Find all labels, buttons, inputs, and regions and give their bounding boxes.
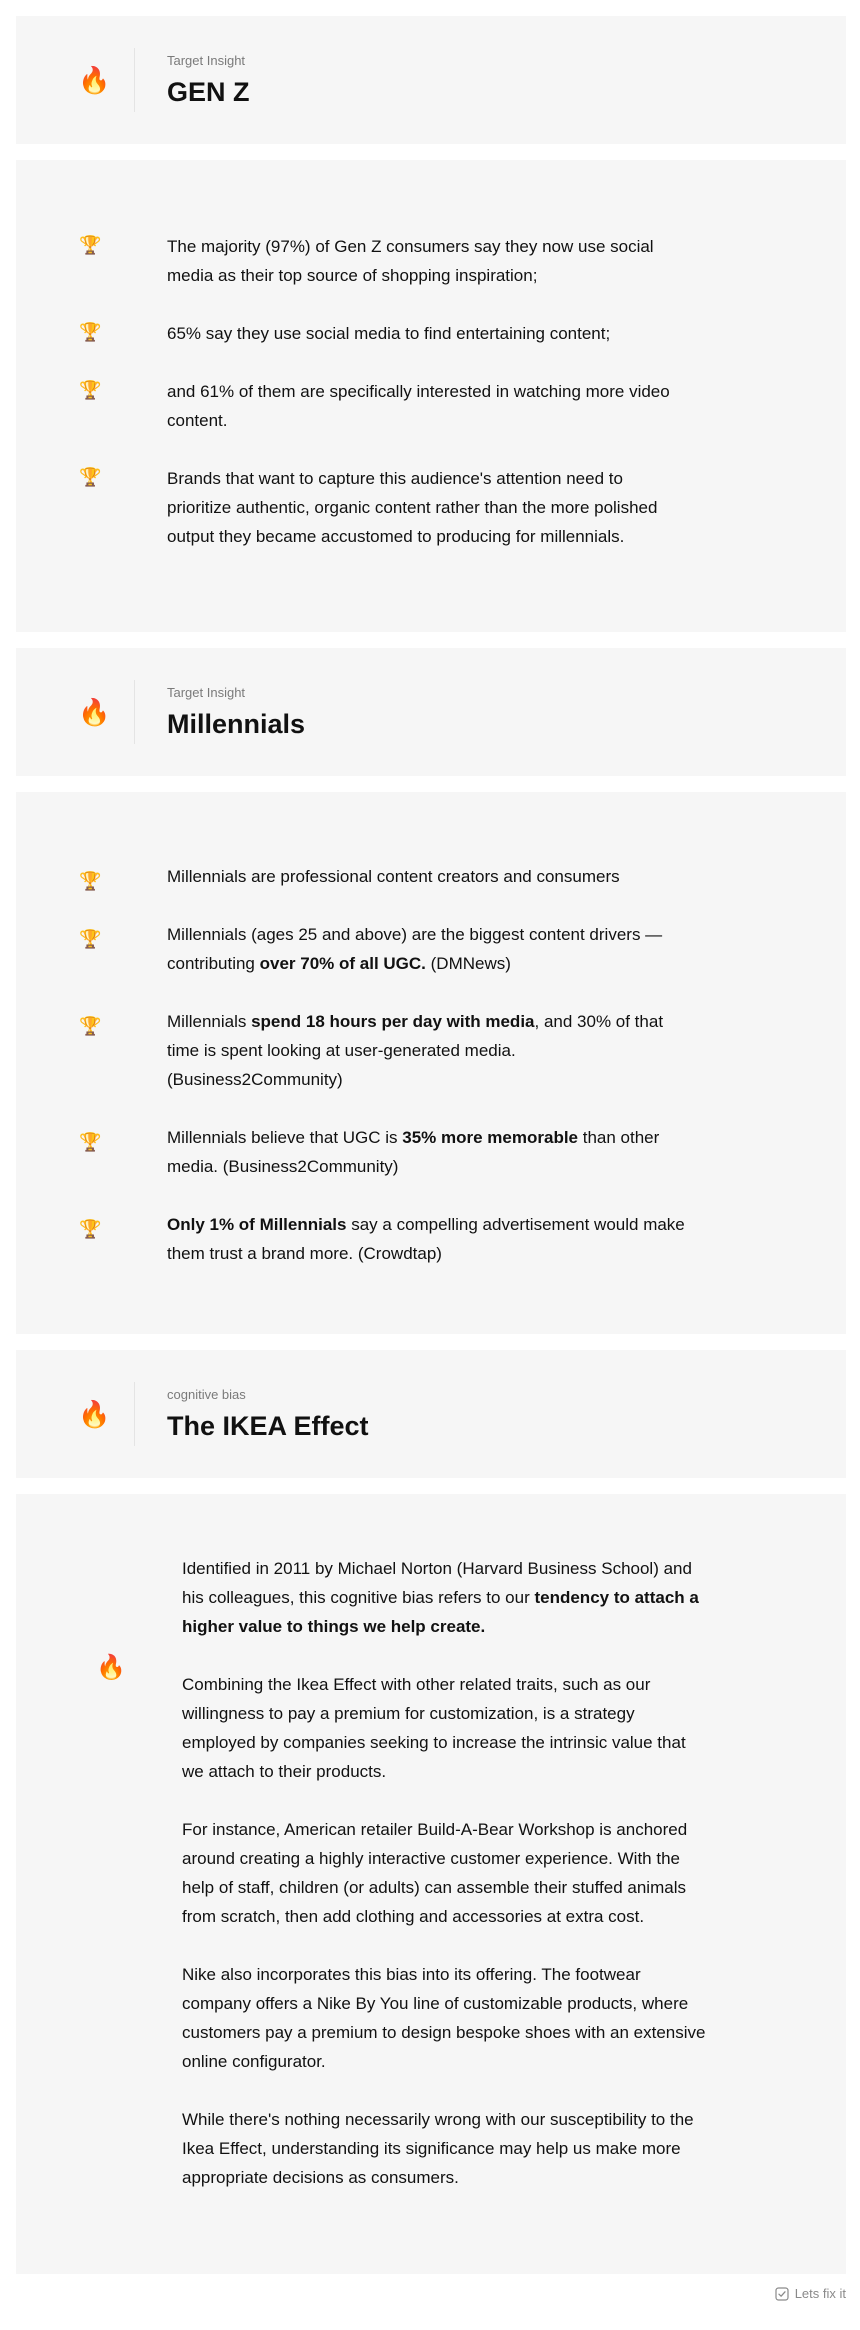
trophy-icon: 🏆 — [79, 1132, 102, 1152]
ikea-header-card — [16, 1350, 846, 1478]
divider — [134, 1382, 135, 1446]
genz-insights-card — [16, 160, 846, 632]
section-title: GEN Z — [167, 77, 250, 107]
checkbox-icon — [775, 2287, 789, 2301]
emphasis-text: spend 18 hours per day with media — [251, 1012, 535, 1031]
list-item-text — [167, 920, 687, 978]
fire-icon: 🔥 — [78, 1399, 111, 1429]
text-run: than other media. (Business2Community) — [167, 1128, 660, 1176]
trophy-icon: 🏆 — [79, 322, 102, 342]
section-kicker: Target Insight — [167, 53, 246, 68]
millennials-insights-card — [16, 792, 846, 1334]
trophy-icon: 🏆 — [79, 929, 102, 949]
section-title: Millennials — [167, 709, 306, 739]
text-run: Millennials (ages 25 and above) are the biggest content drivers — contributing — [167, 925, 663, 973]
list-item-text: 65% say they use social media to find entertaining content; — [167, 324, 611, 343]
text-run: While there's nothing necessarily wrong with our susceptibility to the Ikea Effect, understanding its significance may help us make more appropriate decisions as consumers. — [182, 2110, 694, 2187]
list-item-text — [167, 862, 687, 891]
lets-fix-it-link[interactable] — [775, 2286, 846, 2301]
list-item-text — [167, 1007, 687, 1094]
text-run: say a compelling advertisement would make them trust a brand more. (Crowdtap) — [167, 1215, 685, 1263]
section-kicker: Target Insight — [167, 685, 246, 700]
text-run: , and 30% of that time is spent looking at user-generated media. (Business2Community) — [167, 1012, 664, 1089]
genz-header-card — [16, 16, 846, 144]
text-run: Nike also incorporates this bias into its offering. The footwear company offers a Nike By You line of customizable products, where customers pay a premium to design bespoke shoes with an extensive online configurator. — [182, 1965, 706, 2071]
trophy-icon: 🏆 — [79, 1219, 102, 1239]
text-run: Millennials — [167, 1012, 252, 1031]
text-run: Combining the Ikea Effect with other related traits, such as our willingness to pay a premium for customization, is a strategy employed by companies seeking to increase the intrinsic value that we attach to their products. — [182, 1675, 686, 1781]
list-item-text: Brands that want to capture this audience's attention need to prioritize authentic, organic content rather than the more polished output they became accustomed to producing for millennials. — [167, 469, 658, 546]
paragraph — [182, 1960, 712, 2076]
paragraph — [182, 1670, 712, 1786]
paragraph — [182, 1815, 712, 1931]
fire-icon: 🔥 — [78, 65, 111, 95]
section-title: The IKEA Effect — [167, 1411, 369, 1441]
emphasis-text: tendency to attach a higher value to things we help create. — [182, 1588, 699, 1636]
text-run: Millennials believe that UGC is — [167, 1128, 403, 1147]
ikea-body-card — [16, 1494, 846, 2274]
list-item-text — [167, 1123, 687, 1181]
divider — [134, 680, 135, 744]
millennials-header-card — [16, 648, 846, 776]
trophy-icon: 🏆 — [79, 235, 102, 255]
text-run: (DMNews) — [425, 954, 511, 973]
trophy-icon: 🏆 — [79, 380, 102, 400]
emphasis-text: over 70% of all UGC. — [259, 954, 426, 973]
text-run: Millennials are professional content creators and consumers — [167, 867, 620, 886]
divider — [134, 48, 135, 112]
list-item-text: and 61% of them are specifically interested in watching more video content. — [167, 382, 670, 430]
text-run: For instance, American retailer Build-A-Bear Workshop is anchored around creating a highly interactive customer experience. With the help of staff, children (or adults) can assemble their stuffed animals from scratch, then add clothing and accessories at extra cost. — [182, 1820, 688, 1926]
text-run: Identified in 2011 by Michael Norton (Harvard Business School) and his colleagues, this cognitive bias refers to our — [182, 1559, 692, 1607]
paragraph — [182, 1554, 712, 1641]
footer-label: Lets fix it — [794, 2286, 846, 2301]
paragraph — [182, 2105, 712, 2192]
trophy-icon: 🏆 — [79, 467, 102, 487]
emphasis-text: Only 1% of Millennials — [167, 1215, 347, 1234]
trophy-icon: 🏆 — [79, 1016, 102, 1036]
emphasis-text: 35% more memorable — [402, 1128, 579, 1147]
list-item-text: The majority (97%) of Gen Z consumers say they now use social media as their top source of shopping inspiration; — [167, 237, 654, 285]
list-item-text — [167, 1210, 687, 1268]
fire-icon: 🔥 — [78, 697, 111, 727]
fire-icon: 🔥 — [96, 1654, 126, 1681]
section-kicker: cognitive bias — [167, 1387, 246, 1402]
trophy-icon: 🏆 — [79, 871, 102, 891]
